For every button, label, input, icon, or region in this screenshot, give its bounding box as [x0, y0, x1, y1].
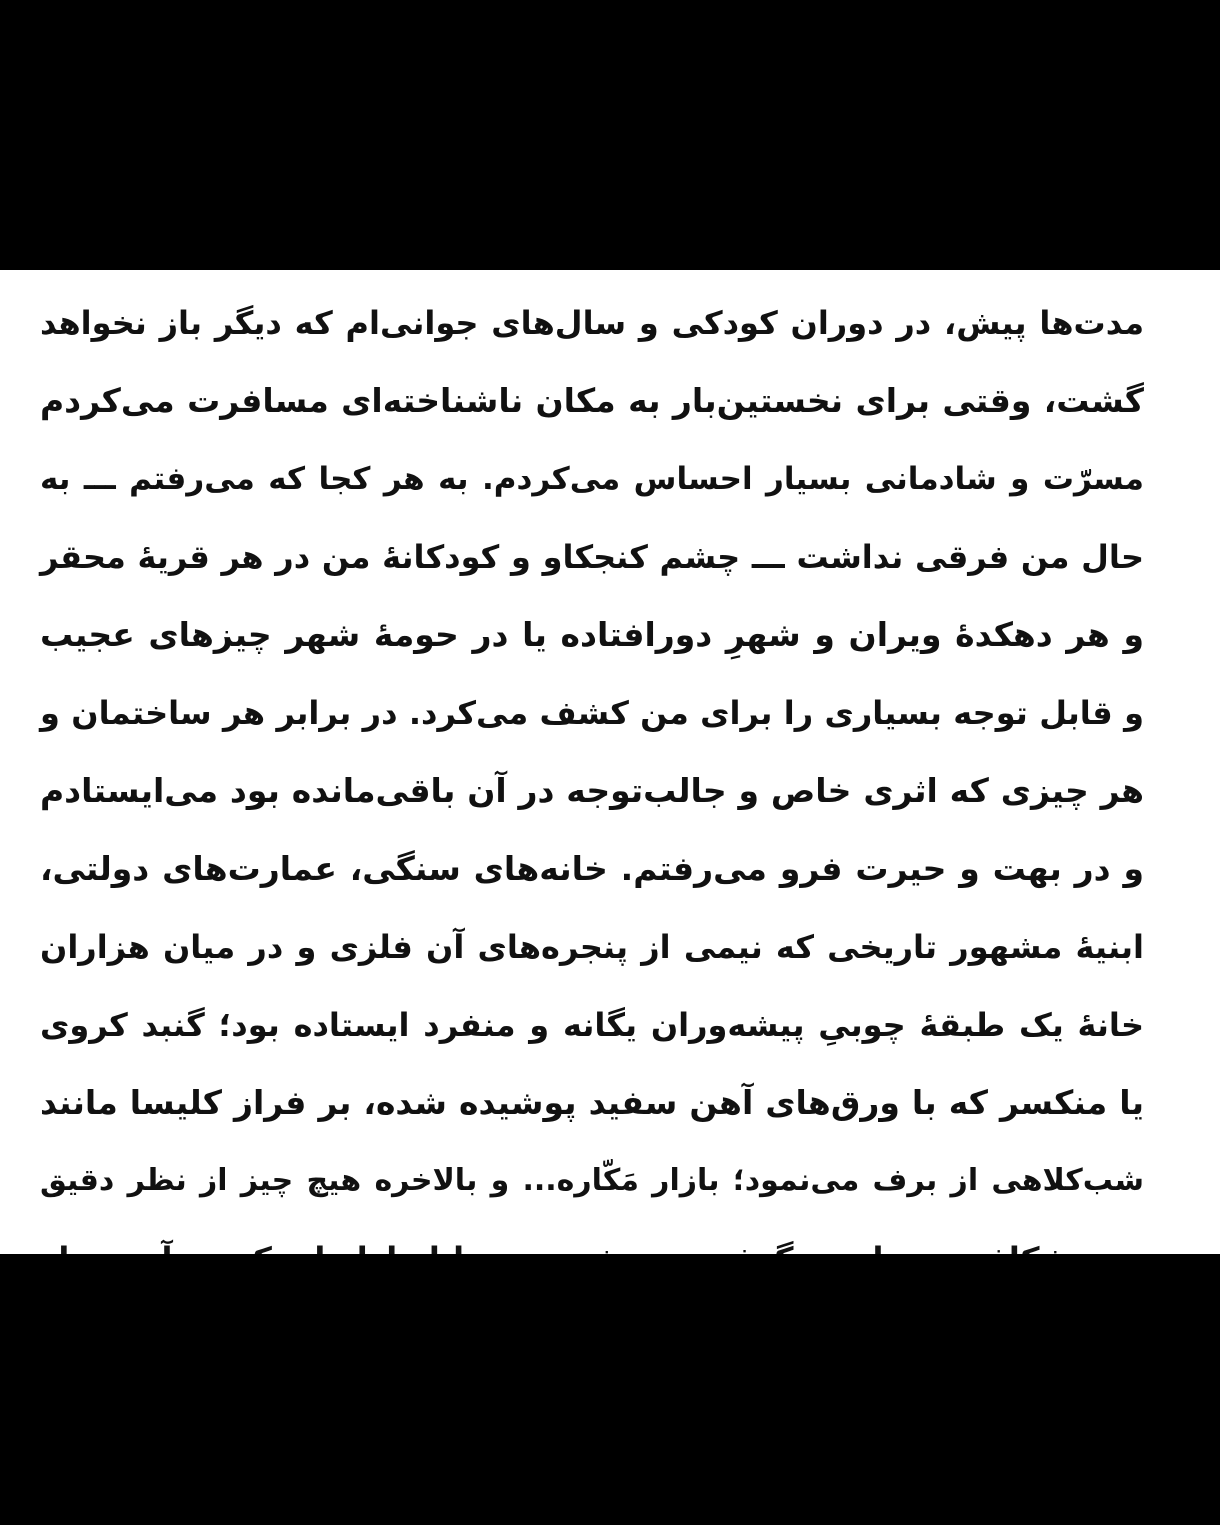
- text-line-7: هر چیزی که اثری خاص و جالب‌توجه در آن باقی‌مانده بود می‌ایستادم: [40, 771, 1144, 810]
- text-line-9: ابنیهٔ مشهور تاریخی که نیمی از پنجره‌های آن فلزی و در میان هزاران: [40, 928, 1144, 966]
- bottom-black-border: [0, 1254, 1220, 1525]
- top-black-border: [0, 0, 1220, 270]
- text-line-6: و قابل توجه بسیاری را برای من کشف می‌کرد. در برابر هر ساختمان و: [40, 694, 1144, 732]
- text-line-1: مدت‌ها پیش، در دوران کودکی و سال‌های جوانی‌ام که دیگر باز نخواهد: [40, 304, 1144, 342]
- text-line-4: حال من فرقی نداشت ـــ چشم کنجکاو و کودکانهٔ من در هر قریهٔ محقر: [40, 538, 1144, 576]
- text-line-11: یا منکسر که با ورق‌های آهن سفید پوشیده شده، بر فراز کلیسا مانند: [40, 1083, 1144, 1122]
- text-line-8: و در بهت و حیرت فرو می‌رفتم. خانه‌های سنگی، عمارت‌های دولتی،: [40, 849, 1144, 888]
- text-line-3: مسرّت و شادمانی بسیار احساس می‌کردم. به هر کجا که می‌رفتم ـــ به: [40, 461, 1144, 497]
- text-line-12: شب‌کلاهی از برف می‌نمود؛ بازار مَکّاره... و بالاخره هیچ چیز از نظر دقیق: [40, 1163, 1144, 1198]
- scanned-book-page: [0, 270, 1220, 1254]
- paragraph-text: [40, 284, 1144, 1298]
- text-line-10: خانهٔ یک طبقهٔ چوبیِ پیشه‌وران یگانه و منفرد ایستاده بود؛ گنبد کروی: [40, 1006, 1144, 1044]
- text-line-5: و هر دهکدهٔ ویران و شهرِ دورافتاده یا در حومهٔ شهر چیزهای عجیب: [40, 615, 1144, 654]
- text-line-2: گشت، وقتی برای نخستین‌بار به مکان ناشناخته‌ای مسافرت می‌کردم: [40, 381, 1144, 420]
